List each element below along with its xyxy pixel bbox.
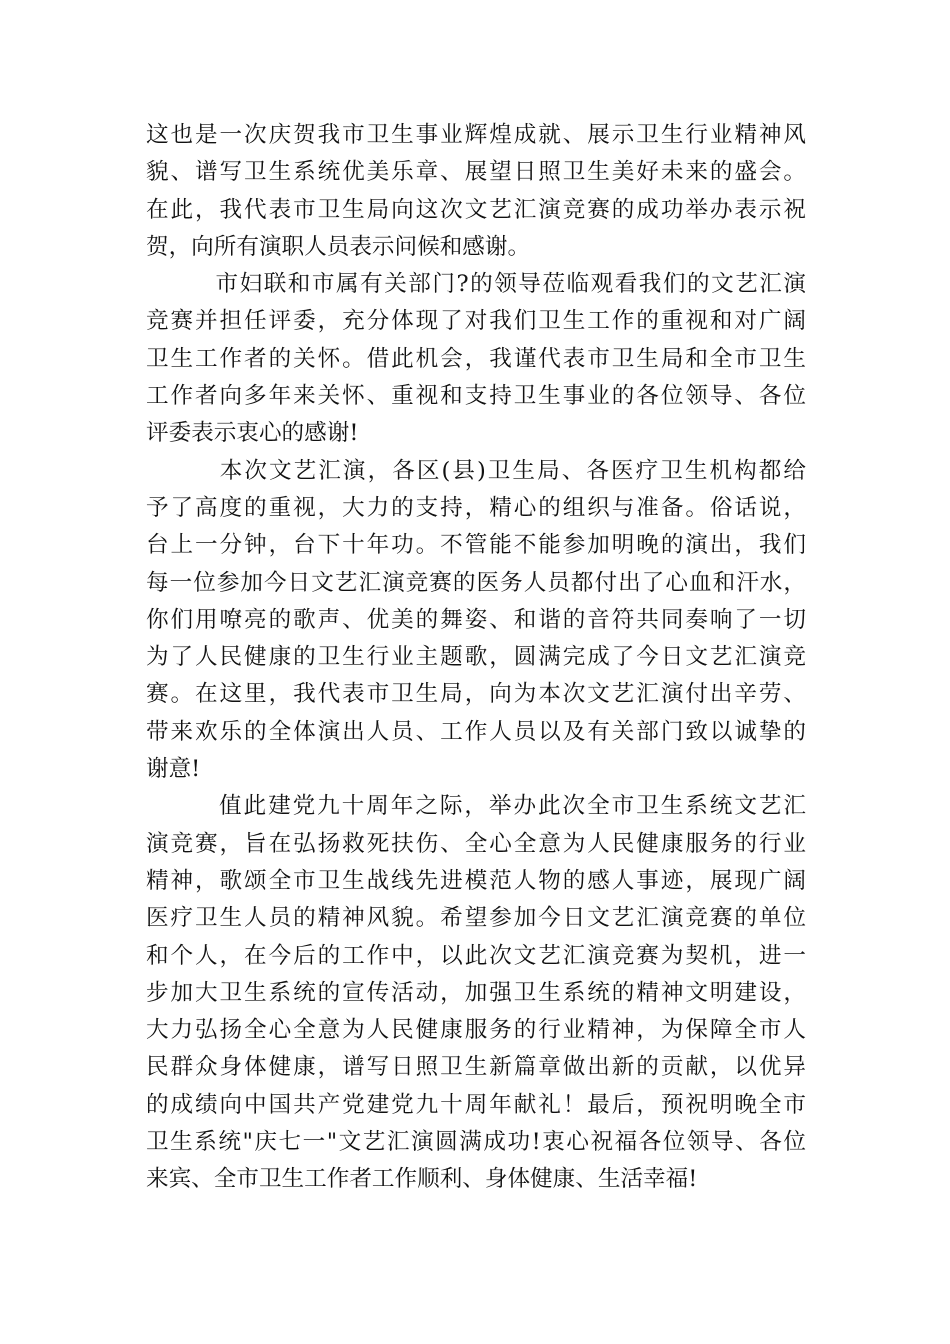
paragraph-1 <box>146 117 806 266</box>
text-line: 带来欢乐的全体演出人员、工作人员以及有关部门致以诚挚的 <box>146 718 806 745</box>
text-line: 卫生工作者的关怀。借此机会，我谨代表市卫生局和全市卫生 <box>146 345 806 372</box>
text-line: 精神，歌颂全市卫生战线先进模范人物的感人事迹，展现广阔 <box>146 867 806 894</box>
text-line: 谢意! <box>146 756 201 783</box>
text-line: 你们用嘹亮的歌声、优美的舞姿、和谐的音符共同奏响了一切 <box>146 606 806 633</box>
paragraph-4 <box>146 788 806 1198</box>
text-line: 贺，向所有演职人员表示问候和感谢。 <box>146 233 531 260</box>
text-line: 和个人，在今后的工作中，以此次文艺汇演竞赛为契机，进一 <box>146 942 806 969</box>
text-line: 步加大卫生系统的宣传活动，加强卫生系统的精神文明建设， <box>146 979 806 1006</box>
text-line: 予了高度的重视，大力的支持，精心的组织与准备。俗话说， <box>146 494 806 521</box>
text-line: 本次文艺汇演，各区(县)卫生局、各医疗卫生机构都给 <box>146 457 806 484</box>
text-line: 大力弘扬全心全意为人民健康服务的行业精神，为保障全市人 <box>146 1017 806 1044</box>
text-line: 市妇联和市属有关部门?的领导莅临观看我们的文艺汇演 <box>146 271 806 298</box>
text-line: 台上一分钟，台下十年功。不管能不能参加明晚的演出，我们 <box>146 532 806 559</box>
paragraph-2 <box>146 266 806 452</box>
text-line: 值此建党九十周年之际，举办此次全市卫生系统文艺汇 <box>146 793 806 820</box>
text-line: 来宾、全市卫生工作者工作顺利、身体健康、生活幸福! <box>146 1166 698 1193</box>
text-line: 医疗卫生人员的精神风貌。希望参加今日文艺汇演竞赛的单位 <box>146 905 806 932</box>
text-line: 民群众身体健康，谱写日照卫生新篇章做出新的贡献，以优异 <box>146 1054 806 1081</box>
text-line: 的成绩向中国共产党建党九十周年献礼！最后，预祝明晚全市 <box>146 1091 806 1118</box>
text-line: 为了人民健康的卫生行业主题歌，圆满完成了今日文艺汇演竞 <box>146 644 806 671</box>
text-line: 卫生系统"庆七一"文艺汇演圆满成功!衷心祝福各位领导、各位 <box>146 1129 806 1156</box>
text-line: 貌、谱写卫生系统优美乐章、展望日照卫生美好未来的盛会。 <box>146 159 806 186</box>
text-line: 评委表示衷心的感谢! <box>146 420 359 447</box>
text-line: 在此，我代表市卫生局向这次文艺汇演竞赛的成功举办表示祝 <box>146 196 806 223</box>
text-line: 每一位参加今日文艺汇演竞赛的医务人员都付出了心血和汗水， <box>146 569 806 596</box>
text-line: 这也是一次庆贺我市卫生事业辉煌成就、展示卫生行业精神风 <box>146 122 806 148</box>
text-line: 竞赛并担任评委，充分体现了对我们卫生工作的重视和对广阔 <box>146 308 806 335</box>
paragraph-3 <box>146 453 806 789</box>
text-line: 赛。在这里，我代表市卫生局，向为本次文艺汇演付出辛劳、 <box>146 681 806 708</box>
body-text <box>146 117 806 1199</box>
text-line: 工作者向多年来关怀、重视和支持卫生事业的各位领导、各位 <box>146 383 806 410</box>
text-line: 演竞赛，旨在弘扬救死扶伤、全心全意为人民健康服务的行业 <box>146 830 806 857</box>
